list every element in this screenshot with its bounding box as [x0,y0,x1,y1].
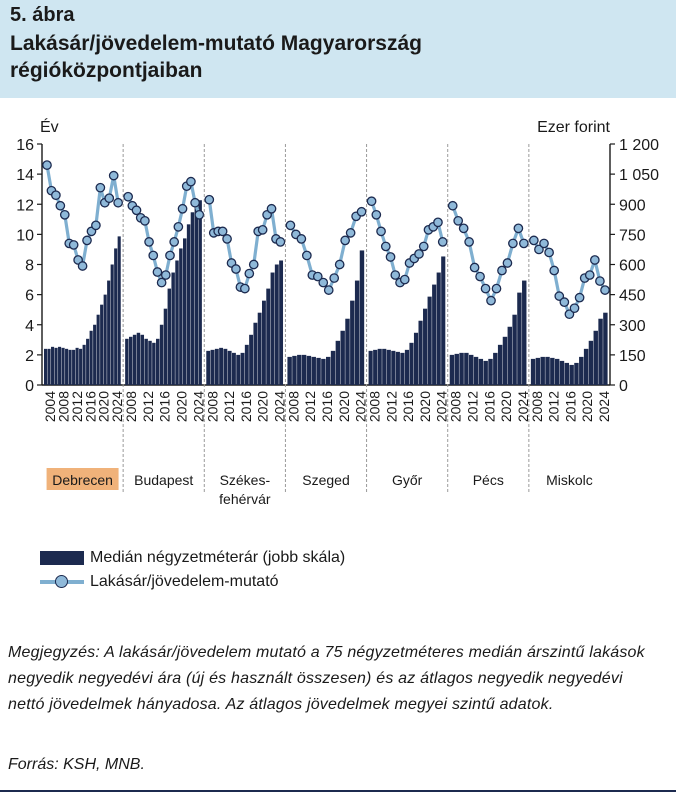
year-tick-label: 2012 [302,391,319,423]
bar [93,325,96,385]
bar [219,348,223,385]
line-point [357,208,365,216]
line-point [540,239,548,247]
bar [262,301,266,385]
year-tick-label: 2024 [433,391,450,423]
bar [307,356,311,385]
right-tick-label: 900 [619,197,646,215]
year-tick-label: 2016 [156,391,173,423]
line-point [286,221,294,229]
bar [245,345,249,385]
line-point [401,275,409,283]
bar [191,212,194,385]
line-point [330,274,338,282]
line-point [545,248,553,256]
year-tick-label: 2008 [528,391,545,423]
line-point [465,238,473,246]
bar [137,333,140,385]
left-tick-label: 12 [16,197,34,215]
line-point [391,271,399,279]
year-tick-label: 2016 [481,391,498,423]
bar [44,349,47,385]
year-tick-label: 2016 [319,391,335,423]
line-point [341,236,349,244]
bar [545,357,549,385]
line-point [434,218,442,226]
line-point [550,266,558,274]
bar [97,315,100,385]
bar [312,357,316,385]
bar [90,331,93,385]
line-point [145,238,153,246]
bar [360,250,364,385]
line-point [43,161,51,169]
bar [206,351,210,385]
city-label: Pécs [472,472,504,488]
line-point [591,256,599,264]
bar [79,349,82,385]
legend-label-bars: Medián négyzetméterár (jobb skála) [90,549,346,566]
bar [104,295,107,385]
bar [459,353,463,385]
bar [350,301,354,385]
line-point [335,260,343,268]
bar [382,349,386,385]
bar [555,359,559,385]
line-point [530,236,538,244]
bar [437,273,441,385]
bar [387,350,391,385]
bar [164,309,167,385]
line-point [503,259,511,267]
line-point [162,271,170,279]
year-tick-label: 2012 [464,391,481,423]
year-tick-label: 2012 [383,391,400,423]
right-tick-label: 150 [619,347,646,365]
bar [336,341,340,385]
bar [271,273,275,385]
bar [228,351,232,385]
year-tick-label: 2020 [416,391,433,423]
bar [464,353,468,385]
left-tick-label: 16 [16,137,34,154]
line-point [487,296,495,304]
city-label: Szeged [302,472,350,488]
series-line [290,212,361,290]
figure-header [0,0,676,98]
bar [125,339,128,385]
line-point [61,211,69,219]
line-point [575,293,583,301]
line-point [170,238,178,246]
line-point [596,277,604,285]
line-point [258,226,266,234]
bar [76,348,79,385]
bar [171,273,174,385]
line-point [187,177,195,185]
figure-number: 5. ábra [10,4,75,26]
bar [292,356,296,385]
bar [574,363,578,385]
bar [488,359,492,385]
bar [195,204,198,385]
bar [241,353,245,385]
line-point [520,239,528,247]
bar [409,343,413,385]
bar [589,341,593,385]
bar [316,358,320,385]
legend-swatch-line [40,575,84,589]
line-point [382,242,390,250]
bar [508,327,512,385]
year-tick-label: 2020 [335,391,352,423]
year-tick-label: 2008 [366,391,383,423]
bar [236,355,240,385]
bar [72,350,75,385]
right-tick-label: 600 [619,257,646,275]
year-tick-label: 2016 [82,391,99,423]
combo-chart [0,108,676,528]
line-point [570,304,578,312]
year-tick-label: 2016 [562,391,579,423]
year-tick-label: 2024 [596,391,612,423]
year-tick-label: 2020 [254,391,271,423]
line-point [276,238,284,246]
bar [428,297,432,385]
line-point [178,205,186,213]
line-point [601,286,609,294]
bar [400,353,404,385]
line-point [109,171,117,179]
bar [469,355,473,385]
line-point [459,224,467,232]
bar [65,349,68,385]
bar [86,339,89,385]
city-label: Budapest [134,472,194,488]
year-tick-label: 2020 [579,391,596,423]
year-tick-label: 2016 [237,391,254,423]
bar [258,313,262,385]
bar [111,265,114,386]
footnote: Megjegyzés: A lakásár/jövedelem mutató a 75 négyzetméteres medián árszintű lakások negyedik negyedévi ára (új és használt összesen) és az átlagos negyedik negyedévi nettó jövedelmek hányadosa. Az átlagos jövedelmek megyei szintű adatok. [8,644,645,713]
year-tick-label: 2012 [68,391,85,423]
bar [418,321,422,385]
line-point [319,278,327,286]
bar [69,350,72,385]
year-tick-label: 2020 [498,390,515,423]
line-point [241,284,249,292]
bar [275,265,279,386]
line-point [232,265,240,273]
bar [565,363,569,385]
line-point [439,238,447,246]
year-tick-label: 2024 [109,391,126,423]
line-point [303,251,311,259]
left-tick-label: 8 [25,257,34,275]
bar [183,238,186,385]
series-line [47,165,118,266]
line-point [267,205,275,213]
line-point [69,241,77,249]
bar [345,319,349,385]
line-point [492,284,500,292]
line-point [56,202,64,210]
bar [266,289,270,385]
bar [550,358,554,385]
bar [133,335,136,385]
line-point [372,211,380,219]
line-point [509,239,517,247]
line-point [105,194,113,202]
line-point [377,227,385,235]
line-point [92,221,100,229]
legend-item-bars [40,546,345,570]
line-point [141,217,149,225]
line-point [367,197,375,205]
bar [355,281,359,385]
line-point [386,253,394,261]
bar [326,357,330,385]
bar [503,337,507,385]
right-axis-title: Ezer forint [537,119,610,136]
bar [249,335,253,385]
line-point [586,271,594,279]
bar [579,357,583,385]
bar [156,339,159,385]
line-point [205,196,213,204]
legend-swatch-bars [40,551,84,565]
bar [423,309,427,385]
bar [474,357,478,385]
bar [48,349,51,385]
bar [160,325,163,385]
bar [405,350,409,385]
line-point [560,298,568,306]
line-point [297,235,305,243]
line-point [166,251,174,259]
line-point [454,217,462,225]
right-tick-label: 1 050 [619,167,660,185]
line-point [83,236,91,244]
bar [148,341,151,385]
bar [531,359,535,385]
bar [536,358,540,385]
line-point [481,284,489,292]
right-tick-label: 1 200 [619,137,660,154]
bar [321,359,325,385]
line-point [514,224,522,232]
line-point [195,211,203,219]
left-tick-label: 14 [16,167,34,185]
bar [441,256,445,385]
city-label: Debrecen [52,472,113,488]
bottom-rule [0,790,676,792]
city-label: fehérvár [219,491,271,507]
legend-item-line [40,570,345,594]
year-tick-label: 2008 [447,391,464,423]
bar [493,353,497,385]
bar [179,248,182,385]
bar [114,248,117,385]
bar [455,354,459,385]
year-tick-label: 2008 [285,391,302,423]
bar [560,361,564,385]
line-point [78,262,86,270]
line-point [114,199,122,207]
line-point [153,268,161,276]
bar [498,345,502,385]
bar [62,348,65,385]
bar [512,315,516,385]
left-tick-label: 6 [25,287,34,305]
bar [51,347,54,385]
legend [40,546,345,594]
bar [58,347,61,385]
line-point [149,251,157,259]
right-tick-label: 750 [619,227,646,245]
source-note: Forrás: KSH, MNB. [8,756,145,773]
bar [432,285,436,385]
line-point [191,199,199,207]
line-point [476,272,484,280]
right-tick-label: 300 [619,317,646,335]
city-label: Győr [391,472,423,488]
figure-title: Lakásár/jövedelem-mutató Magyarország régióközpontjaiban [10,32,422,82]
year-tick-label: 2024 [271,391,288,423]
bar [414,333,418,385]
bar [340,331,344,385]
year-tick-label: 2012 [139,391,156,423]
bar [522,281,526,385]
bar [331,351,335,385]
bar [129,337,132,385]
right-tick-label: 450 [619,287,646,305]
bar [517,293,521,385]
bar [152,343,155,385]
bar [297,355,301,385]
line-point [470,263,478,271]
bar [211,350,215,385]
bar [450,355,454,385]
year-tick-label: 2024 [352,391,369,423]
bar [198,200,201,385]
line-point [250,260,258,268]
line-point [223,235,231,243]
bar [279,260,283,385]
line-point [498,266,506,274]
bar [598,319,602,385]
line-point [420,242,428,250]
city-label: Miskolc [546,472,593,488]
chart-area [0,108,676,608]
line-point [96,183,104,191]
bar [107,281,110,385]
left-tick-label: 4 [25,317,34,335]
line-point [174,223,182,231]
bar [100,305,103,385]
bar [55,348,58,385]
year-tick-label: 2008 [123,391,140,423]
bar [396,352,400,385]
bar [175,260,178,385]
year-tick-label: 2024 [190,391,207,423]
line-point [346,229,354,237]
year-tick-label: 2020 [173,391,190,423]
line-point [415,250,423,258]
bar [144,339,147,385]
bar [369,351,373,385]
bar [83,345,86,385]
bar [378,349,382,385]
line-point [245,269,253,277]
year-tick-label: 2024 [514,391,531,423]
bar [584,349,588,385]
bar [187,224,190,385]
year-tick-label: 2008 [55,391,72,423]
bar [594,331,598,385]
bar [215,349,219,385]
bar [483,361,487,385]
bar [302,355,306,385]
bar [479,359,483,385]
city-label: Székes- [219,472,271,488]
line-point [449,202,457,210]
left-tick-label: 2 [25,347,34,365]
bar [141,335,144,385]
year-tick-label: 2012 [545,391,562,423]
bar [373,350,377,385]
bar [603,313,607,385]
bar [168,289,171,385]
series-line [372,201,443,282]
year-tick-label: 2004 [42,391,58,423]
bar [541,357,545,385]
left-tick-label: 10 [16,227,34,245]
right-tick-label: 0 [619,378,628,395]
year-tick-label: 2012 [221,391,238,423]
year-tick-label: 2008 [204,391,221,423]
bar [391,351,395,385]
year-tick-label: 2016 [400,391,417,423]
bar [287,357,291,385]
year-tick-label: 2020 [95,391,112,423]
bar [569,365,573,385]
left-tick-label: 0 [25,378,34,395]
bar [118,236,121,385]
line-point [325,286,333,294]
bar [253,323,257,385]
line-point [124,193,132,201]
line-point [52,191,60,199]
legend-label-line: Lakásár/jövedelem-mutató [90,573,279,590]
bar [232,353,236,385]
left-axis-title: Év [40,119,59,136]
bar [223,349,227,385]
